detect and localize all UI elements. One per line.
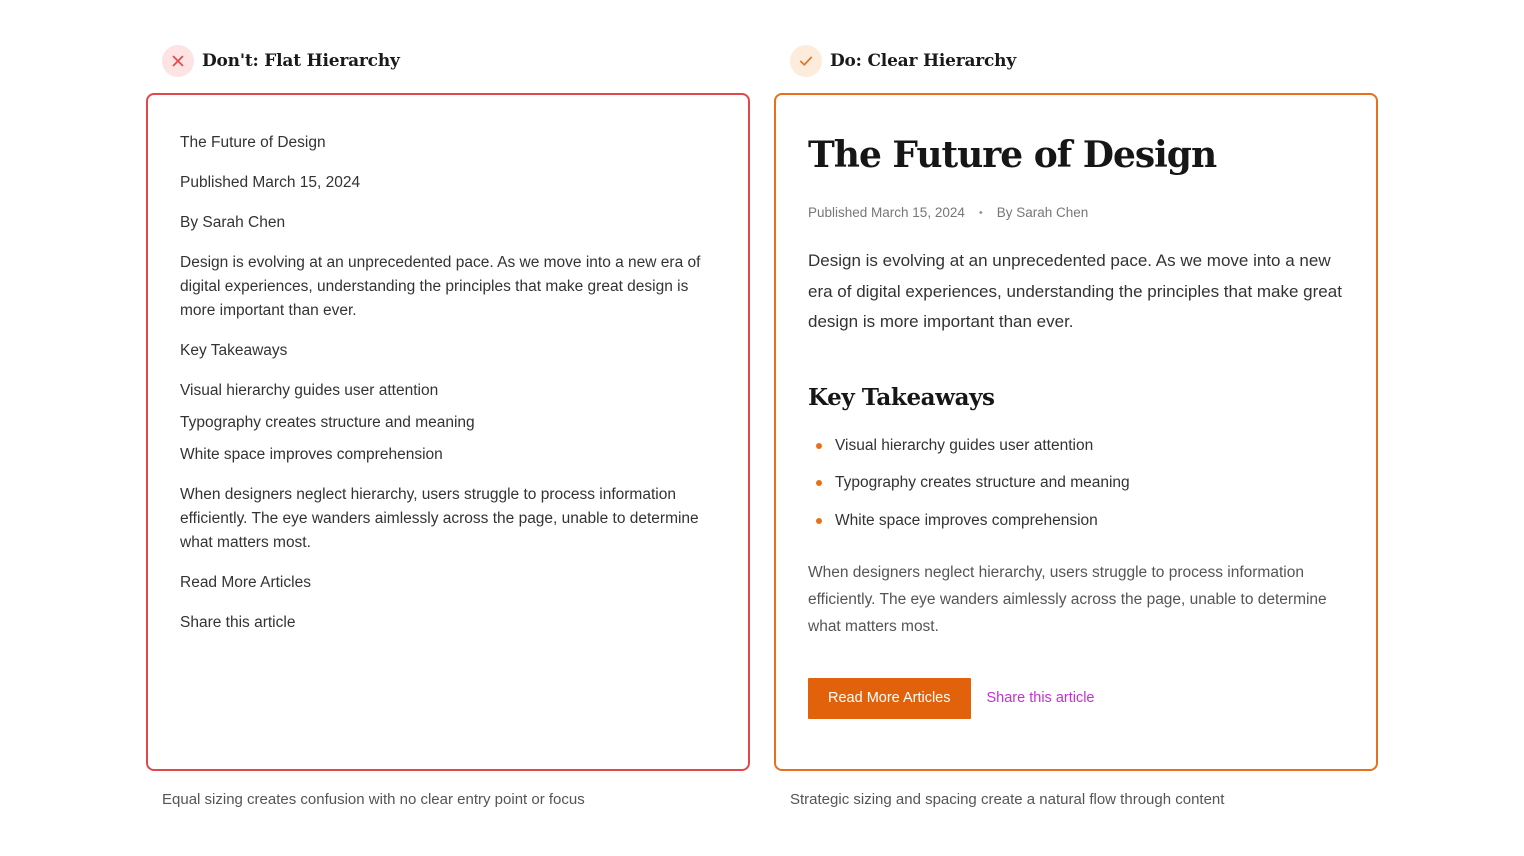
list-item — [808, 471, 1348, 495]
article-body: When designers neglect hierarchy, users struggle to process information efficiently. The eye wanders aimlessly across the page, unable to determine what matters most. — [180, 486, 699, 551]
article-published: Published March 15, 2024 — [180, 174, 361, 191]
flat-hierarchy-title: Don't: Flat Hierarchy — [202, 51, 400, 71]
clear-hierarchy-title: Do: Clear Hierarchy — [830, 51, 1017, 71]
flat-hierarchy-column — [146, 44, 750, 808]
clear-hierarchy-header — [774, 44, 1378, 78]
meta-separator: • — [978, 206, 983, 219]
share-link[interactable]: Share this article — [986, 690, 1095, 706]
article-author: By Sarah Chen — [180, 214, 286, 231]
clear-article — [808, 131, 1348, 719]
flat-hierarchy-caption: Equal sizing creates confusion with no clear entry point or focus — [162, 791, 585, 808]
flat-article — [180, 131, 720, 651]
list-item-label: Typography creates structure and meaning — [835, 474, 1130, 491]
flat-article-card — [146, 93, 750, 771]
flat-hierarchy-header — [146, 44, 750, 78]
article-intro: Design is evolving at an unprecedented pace. As we move into a new era of digital experiences, understanding the principles that make great design is more important than ever. — [808, 251, 1342, 331]
check-icon — [790, 45, 822, 77]
article-meta — [808, 205, 1348, 220]
article-title: The Future of Design — [180, 134, 326, 151]
list-item-label: White space improves comprehension — [835, 511, 1098, 529]
takeaways-heading: Key Takeaways — [808, 383, 995, 411]
takeaways-list — [808, 434, 1348, 533]
article-author: By Sarah Chen — [996, 205, 1089, 220]
share-link[interactable]: Share this article — [180, 614, 296, 631]
clear-hierarchy-caption: Strategic sizing and spacing create a natural flow through content — [790, 791, 1225, 808]
takeaways-heading: Key Takeaways — [180, 342, 288, 359]
list-item — [808, 509, 1348, 533]
article-published: Published March 15, 2024 — [808, 205, 965, 220]
list-item — [808, 434, 1348, 458]
close-icon — [162, 45, 194, 77]
list-item: Visual hierarchy guides user attention — [180, 382, 439, 399]
article-actions — [808, 678, 1348, 719]
list-item-label: Visual hierarchy guides user attention — [835, 436, 1094, 454]
read-more-button[interactable]: Read More Articles — [808, 678, 971, 719]
article-body: When designers neglect hierarchy, users struggle to process information efficiently. The eye wanders aimlessly across the page, unable to determine what matters most. — [808, 563, 1327, 635]
bullet-icon — [816, 443, 822, 449]
bullet-icon — [816, 518, 822, 524]
list-item: Typography creates structure and meaning — [180, 414, 475, 431]
read-more-link[interactable]: Read More Articles — [180, 574, 311, 591]
clear-hierarchy-column — [774, 44, 1378, 808]
takeaways-list — [180, 379, 720, 467]
article-intro: Design is evolving at an unprecedented pace. As we move into a new era of digital experiences, understanding the principles that make great design is more important than ever. — [180, 254, 701, 319]
clear-article-card — [774, 93, 1378, 771]
article-title: The Future of Design — [808, 134, 1217, 176]
list-item: White space improves comprehension — [180, 446, 443, 463]
bullet-icon — [816, 480, 822, 486]
